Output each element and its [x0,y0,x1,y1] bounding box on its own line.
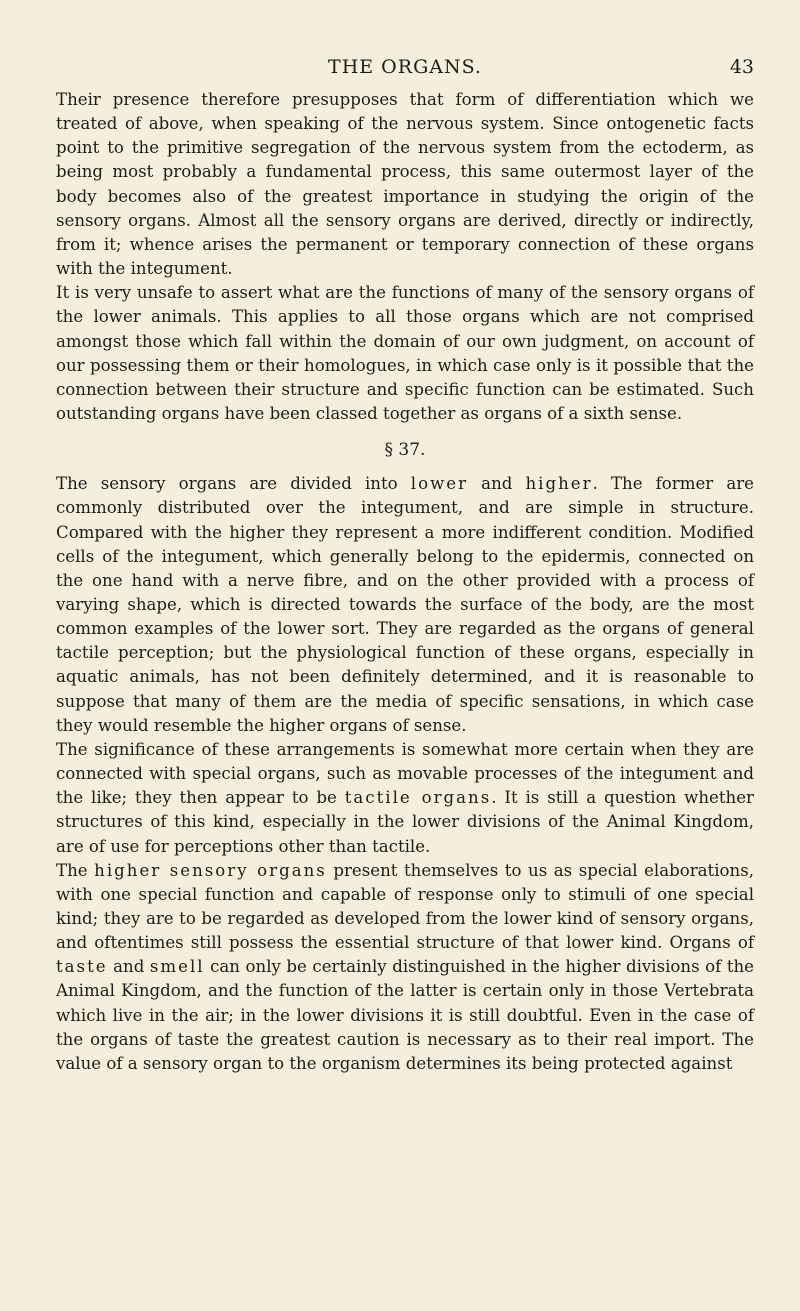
page-number: 43 [729,56,754,78]
emphasized-term-smell: smell [149,957,205,977]
paragraph-text: Their presence therefore presupposes that form of differentiation which we treated of above, when speaking of the nervous system. Since ontogenetic facts point to the primitive segregation of the nervous system from the ectoderm, as being most probably a fundamental process, this same outermost layer of the body becomes also of the greatest importance in studying the origin of the sensory organs. Almost all the sensory organs are derived, directly or indirectly, from it; whence arises the permanent or temporary connection of these organs with the integument. [56,90,754,279]
paragraph-text: and [107,957,150,977]
paragraph [56,738,754,859]
paragraph [56,472,754,738]
paragraph [56,281,754,426]
paragraph [56,859,754,1076]
paragraph-text: can only be certainly distinguished in the higher divisions of the Animal Kingdom, and the function of the latter is certain only in those Vertebrata which live in the air; in the lower divisions it is still doubtful. Even in the case of the organs of taste the greatest caution is necessary as to their real import. The value of a sensory organ to the organism determines its being protected against [56,957,754,1073]
paragraph-text: and [468,474,526,494]
paragraph-text: present themselves to us as special elaborations, with one special function and capable of response only to stimuli of one special kind; they are to be regarded as developed from the lower kind of sensory organs, and oftentimes still possess the essential structure of that lower kind. Organs of [56,860,754,953]
page [56,52,754,1076]
emphasized-term-lower: lower [410,474,469,494]
paragraph [56,88,754,281]
paragraph-text: The significance of these arrangements is somewhat more certain when they are connected with special organs, such as movable processes of the integument and the like; they then appear to be [56,739,754,808]
running-head [56,52,754,82]
emphasized-term-higher-sensory-organs: higher sensory organs [94,860,327,880]
emphasized-term-taste: taste [56,957,108,977]
running-title: THE ORGANS. [328,56,482,78]
paragraph-text: It is very unsafe to assert what are the functions of many of the sensory organs of the lower animals. This applies to all those organs which are not comprised amongst those which fall within the domain of our own judgment, on account of our possessing them or their homologues, in which case only is it possible that the connection between their structure and specific function can be estimated. Such outstanding organs have been classed together as organs of a sixth sense. [56,283,754,424]
paragraph-text: The sensory organs are divided into [56,474,411,494]
paragraph-text: . The former are commonly distributed over the integument, and are simple in structure. Compared with the higher they represent a more indifferent condition. Modified cells of the integument, which generally belong to the epidermis, connected on the one hand with a nerve fibre, and on the other provided with a process of varying shape, which is directed towards the surface of the body, are the most common examples of the lower sort. They are regarded as the organs of general tactile perception; but the physiological function of these organs, especially in aquatic animals, has not been definitely determined, and it is reasonable to suppose that many of them are the media of specific sensations, in which case they would resemble the higher organs of sense. [56,474,754,735]
emphasized-term-tactile-organs: tactile organs [344,788,492,808]
paragraph-text: . It is still a question whether structures of this kind, especially in the lower divisions of the Animal Kingdom, are of use for perceptions other than tactile. [56,788,754,856]
section-heading: § 37. [384,440,426,461]
emphasized-term-higher: higher [525,474,593,494]
paragraph-text: The [56,860,95,880]
